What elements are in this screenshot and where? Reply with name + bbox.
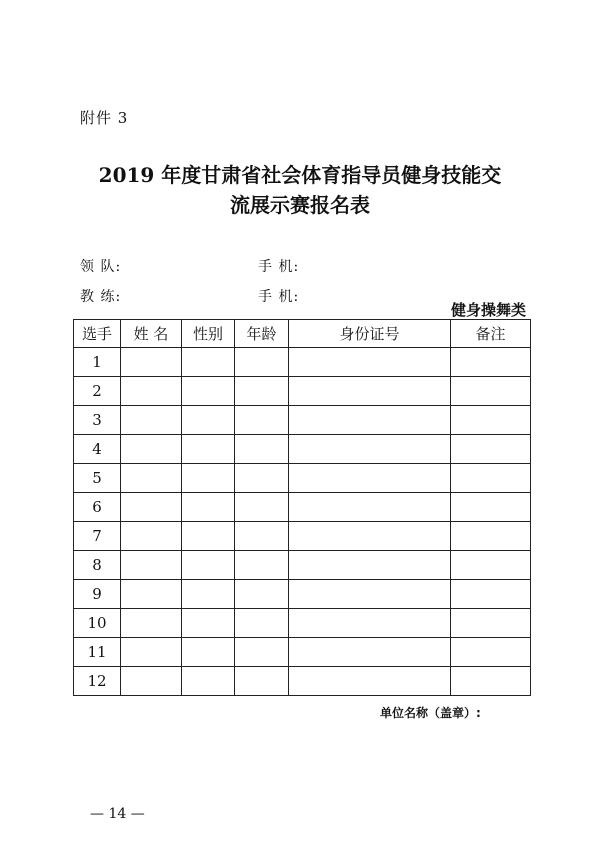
cell-age[interactable]: [235, 522, 289, 551]
cell-id-number[interactable]: [289, 522, 451, 551]
table-row: [74, 377, 531, 406]
cell-remarks[interactable]: [451, 638, 531, 667]
cell-contestant-number: 8: [74, 551, 121, 580]
cell-age[interactable]: [235, 435, 289, 464]
cell-remarks[interactable]: [451, 522, 531, 551]
cell-gender[interactable]: [182, 638, 235, 667]
cell-remarks[interactable]: [451, 348, 531, 377]
cell-name[interactable]: [121, 348, 182, 377]
cell-id-number[interactable]: [289, 377, 451, 406]
cell-age[interactable]: [235, 493, 289, 522]
cell-name[interactable]: [121, 464, 182, 493]
cell-id-number[interactable]: [289, 406, 451, 435]
page-number: — 14 —: [90, 806, 145, 822]
cell-id-number[interactable]: [289, 580, 451, 609]
cell-gender[interactable]: [182, 522, 235, 551]
cell-id-number[interactable]: [289, 667, 451, 696]
col-header-id-number: 身份证号: [289, 320, 451, 348]
registration-table: [73, 319, 531, 696]
col-header-name: 姓 名: [121, 320, 182, 348]
cell-remarks[interactable]: [451, 609, 531, 638]
cell-contestant-number: 3: [74, 406, 121, 435]
cell-remarks[interactable]: [451, 667, 531, 696]
cell-gender[interactable]: [182, 348, 235, 377]
table-row: [74, 435, 531, 464]
col-header-age: 年龄: [235, 320, 289, 348]
cell-gender[interactable]: [182, 493, 235, 522]
cell-contestant-number: 11: [74, 638, 121, 667]
cell-remarks[interactable]: [451, 551, 531, 580]
unit-name-label: 单位名称（盖章）:: [380, 706, 481, 720]
table-row: [74, 406, 531, 435]
cell-id-number[interactable]: [289, 435, 451, 464]
table-row: [74, 638, 531, 667]
cell-gender[interactable]: [182, 406, 235, 435]
cell-remarks[interactable]: [451, 406, 531, 435]
cell-id-number[interactable]: [289, 464, 451, 493]
table-row: [74, 522, 531, 551]
cell-gender[interactable]: [182, 609, 235, 638]
cell-name[interactable]: [121, 493, 182, 522]
coach-label: 教 练:: [80, 289, 122, 305]
cell-contestant-number: 10: [74, 609, 121, 638]
col-header-contestant: 选手: [74, 320, 121, 348]
team-leader-label: 领 队:: [80, 259, 122, 275]
cell-contestant-number: 7: [74, 522, 121, 551]
cell-name[interactable]: [121, 609, 182, 638]
cell-gender[interactable]: [182, 551, 235, 580]
cell-age[interactable]: [235, 377, 289, 406]
cell-name[interactable]: [121, 377, 182, 406]
cell-age[interactable]: [235, 667, 289, 696]
coach-phone-label: 手 机:: [258, 289, 300, 305]
cell-contestant-number: 9: [74, 580, 121, 609]
cell-gender[interactable]: [182, 464, 235, 493]
form-title-line-1: 2019 年度甘肃省社会体育指导员健身技能交: [98, 163, 502, 187]
cell-age[interactable]: [235, 406, 289, 435]
col-header-remarks: 备注: [451, 320, 531, 348]
cell-name[interactable]: [121, 406, 182, 435]
table-row: [74, 348, 531, 377]
cell-age[interactable]: [235, 464, 289, 493]
table-row: [74, 551, 531, 580]
table-row: [74, 464, 531, 493]
cell-gender[interactable]: [182, 667, 235, 696]
table-row: [74, 493, 531, 522]
cell-contestant-number: 12: [74, 667, 121, 696]
cell-gender[interactable]: [182, 580, 235, 609]
cell-remarks[interactable]: [451, 377, 531, 406]
cell-contestant-number: 4: [74, 435, 121, 464]
table-row: [74, 667, 531, 696]
table-row: [74, 580, 531, 609]
cell-remarks[interactable]: [451, 435, 531, 464]
cell-remarks[interactable]: [451, 464, 531, 493]
cell-age[interactable]: [235, 551, 289, 580]
cell-name[interactable]: [121, 551, 182, 580]
cell-contestant-number: 2: [74, 377, 121, 406]
form-title-line-2: 流展示赛报名表: [230, 193, 370, 217]
cell-id-number[interactable]: [289, 551, 451, 580]
cell-contestant-number: 1: [74, 348, 121, 377]
cell-name[interactable]: [121, 580, 182, 609]
cell-id-number[interactable]: [289, 638, 451, 667]
cell-id-number[interactable]: [289, 348, 451, 377]
team-leader-phone-label: 手 机:: [258, 259, 300, 275]
cell-name[interactable]: [121, 435, 182, 464]
col-header-gender: 性别: [182, 320, 235, 348]
cell-remarks[interactable]: [451, 493, 531, 522]
cell-age[interactable]: [235, 348, 289, 377]
table-row: [74, 609, 531, 638]
cell-contestant-number: 6: [74, 493, 121, 522]
attachment-label: 附件 3: [80, 109, 129, 127]
category-label: 健身操舞类: [450, 301, 526, 319]
cell-name[interactable]: [121, 638, 182, 667]
cell-id-number[interactable]: [289, 493, 451, 522]
cell-age[interactable]: [235, 638, 289, 667]
cell-age[interactable]: [235, 580, 289, 609]
table-body: [74, 348, 531, 696]
cell-id-number[interactable]: [289, 609, 451, 638]
cell-contestant-number: 5: [74, 464, 121, 493]
cell-age[interactable]: [235, 609, 289, 638]
cell-remarks[interactable]: [451, 580, 531, 609]
table-header-row: [74, 320, 531, 348]
cell-gender[interactable]: [182, 435, 235, 464]
cell-name[interactable]: [121, 522, 182, 551]
cell-gender[interactable]: [182, 377, 235, 406]
cell-name[interactable]: [121, 667, 182, 696]
